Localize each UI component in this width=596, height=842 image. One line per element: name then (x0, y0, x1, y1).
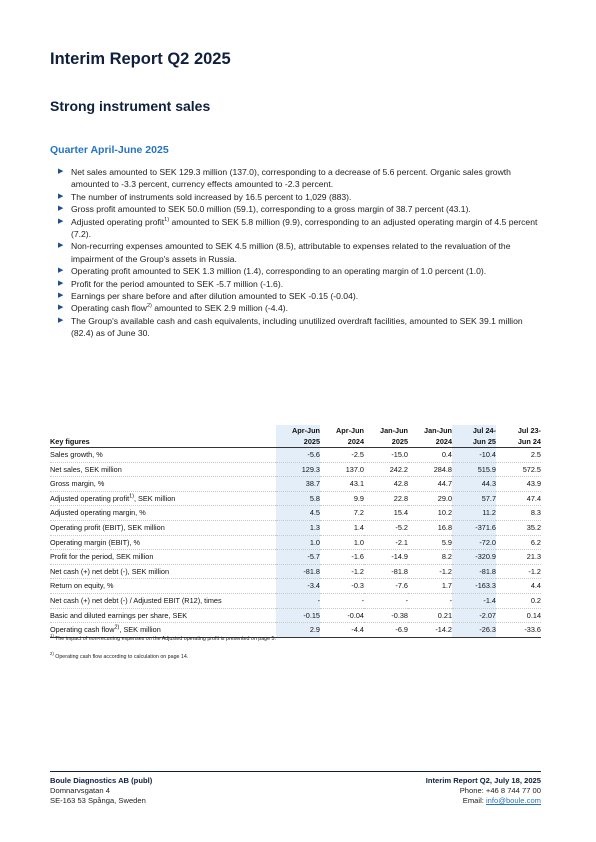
row-label: Gross margin, % (50, 477, 276, 492)
company-name: Boule Diagnostics AB (publ) (50, 776, 153, 785)
table-cell: -6.9 (364, 623, 408, 638)
table-cell: -33.6 (496, 623, 541, 638)
table-row (50, 506, 541, 521)
table-cell: 2.9 (276, 623, 320, 638)
table-cell: 1.0 (276, 535, 320, 550)
table-cell: 0.14 (496, 608, 541, 623)
table-cell: 0.4 (408, 448, 452, 463)
table-cell: -1.2 (496, 564, 541, 579)
table-cell: 4.5 (276, 506, 320, 521)
table-header-row (50, 436, 541, 448)
table-cell: 11.2 (452, 506, 496, 521)
table-cell: 22.8 (364, 491, 408, 506)
footer-left (50, 776, 152, 806)
column-header: Jun 25 (452, 436, 496, 448)
highlight-item: ▶ Gross profit amounted to SEK 50.0 million (59.1), corresponding to a gross margin of 38.7 percent (43.1). (58, 204, 471, 215)
column-header: 2024 (408, 436, 452, 448)
row-label: Return on equity, % (50, 579, 276, 594)
table-cell: -1.2 (408, 564, 452, 579)
table-cell: 8.2 (408, 550, 452, 565)
phone: Phone: +46 8 744 77 00 (459, 786, 541, 795)
column-header: 2024 (320, 436, 364, 448)
table-cell: -5.7 (276, 550, 320, 565)
table-cell: 9.9 (320, 491, 364, 506)
report-title: Interim Report Q2 2025 (50, 50, 231, 68)
table-cell: 572.5 (496, 462, 541, 477)
table-cell: -81.8 (276, 564, 320, 579)
table-cell: -2.5 (320, 448, 364, 463)
row-label: Net cash (+) net debt (-) / Adjusted EBIT (R12), times (50, 593, 276, 608)
row-label: Operating cash flow$^{2)}$, SEK million (50, 623, 276, 638)
table-cell: -0.15 (276, 608, 320, 623)
table-cell: -2.1 (364, 535, 408, 550)
table-row (50, 608, 541, 623)
table-cell: 8.3 (496, 506, 541, 521)
table-cell: 16.8 (408, 520, 452, 535)
address-line: SE-163 53 Spånga, Sweden (50, 796, 146, 805)
table-cell: 44.7 (408, 477, 452, 492)
table-cell: -4.4 (320, 623, 364, 638)
arrow-bullet-icon: ▶ (58, 267, 64, 275)
highlight-item: ▶ Operating cash flow$^{2)}$ amounted to SEK 2.9 million (-4.4). (58, 303, 288, 314)
row-label: Sales growth, % (50, 448, 276, 463)
highlight-item: ▶ Operating profit amounted to SEK 1.3 million (1.4), corresponding to an operating margin of 1.0 percent (1.0). (58, 266, 487, 277)
table-row (50, 477, 541, 492)
arrow-bullet-icon: ▶ (58, 205, 64, 213)
table-cell: 15.4 (364, 506, 408, 521)
row-label: Net cash (+) net debt (-), SEK million (50, 564, 276, 579)
highlight-item: ▶ Profit for the period amounted to SEK -5.7 million (-1.6). (58, 278, 284, 289)
table-cell: -10.4 (452, 448, 496, 463)
table-cell: -72.0 (452, 535, 496, 550)
table-cell: -5.6 (276, 448, 320, 463)
table-cell: -26.3 (452, 623, 496, 638)
highlight-item: ▶ Non-recurring expenses amounted to SEK 4.5 million (8.5), attributable to expenses related to the revaluation of the impairment of the Group's assets in Russia. (58, 241, 511, 264)
table-cell: 242.2 (364, 462, 408, 477)
table-row (50, 491, 541, 506)
row-label: Adjusted operating profit$^{1)}$, SEK million (50, 491, 276, 506)
table-cell: 284.8 (408, 462, 452, 477)
table-cell: -14.9 (364, 550, 408, 565)
email-link[interactable]: info@boule.com (486, 796, 541, 805)
arrow-bullet-icon: ▶ (58, 292, 64, 300)
row-label: Operating margin (EBIT), % (50, 535, 276, 550)
table-cell: 1.4 (320, 520, 364, 535)
table-cell: 137.0 (320, 462, 364, 477)
table-cell: 0.21 (408, 608, 452, 623)
column-header: Apr-Jun (336, 426, 364, 435)
table-cell: 7.2 (320, 506, 364, 521)
column-header: Jan-Jun (380, 426, 408, 435)
arrow-bullet-icon: ▶ (58, 316, 64, 324)
table-cell: 1.3 (276, 520, 320, 535)
table-cell: 42.8 (364, 477, 408, 492)
highlight-item: ▶ Earnings per share before and after dilution amounted to SEK -0.15 (-0.04). (58, 291, 359, 302)
table-cell: 0.2 (496, 593, 541, 608)
table-cell: -81.8 (452, 564, 496, 579)
table-cell: - (408, 593, 452, 608)
table-cell: -81.8 (364, 564, 408, 579)
table-row (50, 448, 541, 463)
table-row (50, 520, 541, 535)
column-header: 2025 (364, 436, 408, 448)
footer-right (426, 776, 541, 806)
table-header-row (50, 425, 541, 436)
row-label: Profit for the period, SEK million (50, 550, 276, 565)
table-cell: 43.9 (496, 477, 541, 492)
table-cell: 43.1 (320, 477, 364, 492)
table-cell: -1.2 (320, 564, 364, 579)
table-cell: 129.3 (276, 462, 320, 477)
table-row (50, 462, 541, 477)
arrow-bullet-icon: ▶ (58, 279, 64, 287)
table-cell: -15.0 (364, 448, 408, 463)
row-label: Net sales, SEK million (50, 462, 276, 477)
address-line: Domnarvsgatan 4 (50, 786, 110, 795)
table-cell: 5.8 (276, 491, 320, 506)
table-cell: -14.2 (408, 623, 452, 638)
table-cell: 4.4 (496, 579, 541, 594)
table-cell: -5.2 (364, 520, 408, 535)
row-label: Adjusted operating margin, % (50, 506, 276, 521)
table-cell: 1.0 (320, 535, 364, 550)
arrow-bullet-icon: ▶ (58, 304, 64, 312)
highlight-item: ▶ The Group's available cash and cash equivalents, including unutilized overdraft facilities, amounted to SEK 39.1 million (82.4) as of June 30. (58, 315, 523, 339)
table-cell: -163.3 (452, 579, 496, 594)
footnote-1: $^{1)}$ The impact of non-recurring expenses on the Adjusted operating profit is presented on page 5. (50, 633, 276, 642)
table-title: Key figures (50, 436, 276, 448)
table-cell: 2.5 (496, 448, 541, 463)
column-header: Jul 24- (452, 425, 496, 436)
footnote-2: $^{2)}$ Operating cash flow according to calculation on page 14. (50, 651, 189, 660)
table-cell: -1.4 (452, 593, 496, 608)
arrow-bullet-icon: ▶ (58, 217, 64, 225)
table-cell: 6.2 (496, 535, 541, 550)
table-cell: 29.0 (408, 491, 452, 506)
table-cell: 21.3 (496, 550, 541, 565)
row-label: Operating profit (EBIT), SEK million (50, 520, 276, 535)
table-cell: 515.9 (452, 462, 496, 477)
column-header: Jun 24 (496, 436, 541, 448)
table-cell: -3.4 (276, 579, 320, 594)
row-label: Basic and diluted earnings per share, SEK (50, 608, 276, 623)
email-line: Email: info@boule.com (462, 796, 541, 805)
highlights-list (58, 166, 544, 340)
table-cell: -371.6 (452, 520, 496, 535)
footer-divider (50, 771, 541, 772)
table-cell: 57.7 (452, 491, 496, 506)
table-cell: -7.6 (364, 579, 408, 594)
table-cell: -320.9 (452, 550, 496, 565)
column-header: 2025 (276, 436, 320, 448)
column-header: Jan-Jun (424, 426, 452, 435)
table-cell: -2.07 (452, 608, 496, 623)
table-cell: -0.38 (364, 608, 408, 623)
table-cell: -0.04 (320, 608, 364, 623)
table-cell: 38.7 (276, 477, 320, 492)
report-subtitle: Strong instrument sales (50, 98, 211, 114)
table-cell: 1.7 (408, 579, 452, 594)
column-header: Apr-Jun (276, 425, 320, 436)
report-date: Interim Report Q2, July 18, 2025 (425, 776, 541, 785)
table-cell: -0.3 (320, 579, 364, 594)
table-cell: - (320, 593, 364, 608)
table-row (50, 535, 541, 550)
arrow-bullet-icon: ▶ (58, 168, 64, 175)
table-cell: - (276, 593, 320, 608)
highlight-item: ▶ Net sales amounted to SEK 129.3 million (137.0), corresponding to a decrease of 5.6 percent. Organic sales growth amounted to -3.3 percent, currency effects amounted to -2.3 percent. (58, 167, 511, 190)
table-row (50, 550, 541, 565)
highlight-item: ▶ The number of instruments sold increased by 16.5 percent to 1,029 (883). (58, 191, 352, 202)
table-row (50, 593, 541, 608)
table-row (50, 579, 541, 594)
arrow-bullet-icon: ▶ (58, 242, 64, 250)
table-cell: 47.4 (496, 491, 541, 506)
key-figures-table (50, 425, 541, 638)
table-cell: 10.2 (408, 506, 452, 521)
table-cell: 5.9 (408, 535, 452, 550)
highlight-item: ▶ Adjusted operating profit$^{1)}$ amounted to SEK 5.8 million (9.9), corresponding to an adjusted operating margin of 4.5 percent (7.2). (58, 216, 538, 240)
table-row (50, 564, 541, 579)
table-cell: - (364, 593, 408, 608)
section-heading: Quarter April-June 2025 (50, 144, 169, 156)
arrow-bullet-icon: ▶ (58, 192, 64, 200)
column-header: Jul 23- (517, 426, 541, 435)
table-cell: -1.6 (320, 550, 364, 565)
table-cell: 44.3 (452, 477, 496, 492)
table-cell: 35.2 (496, 520, 541, 535)
